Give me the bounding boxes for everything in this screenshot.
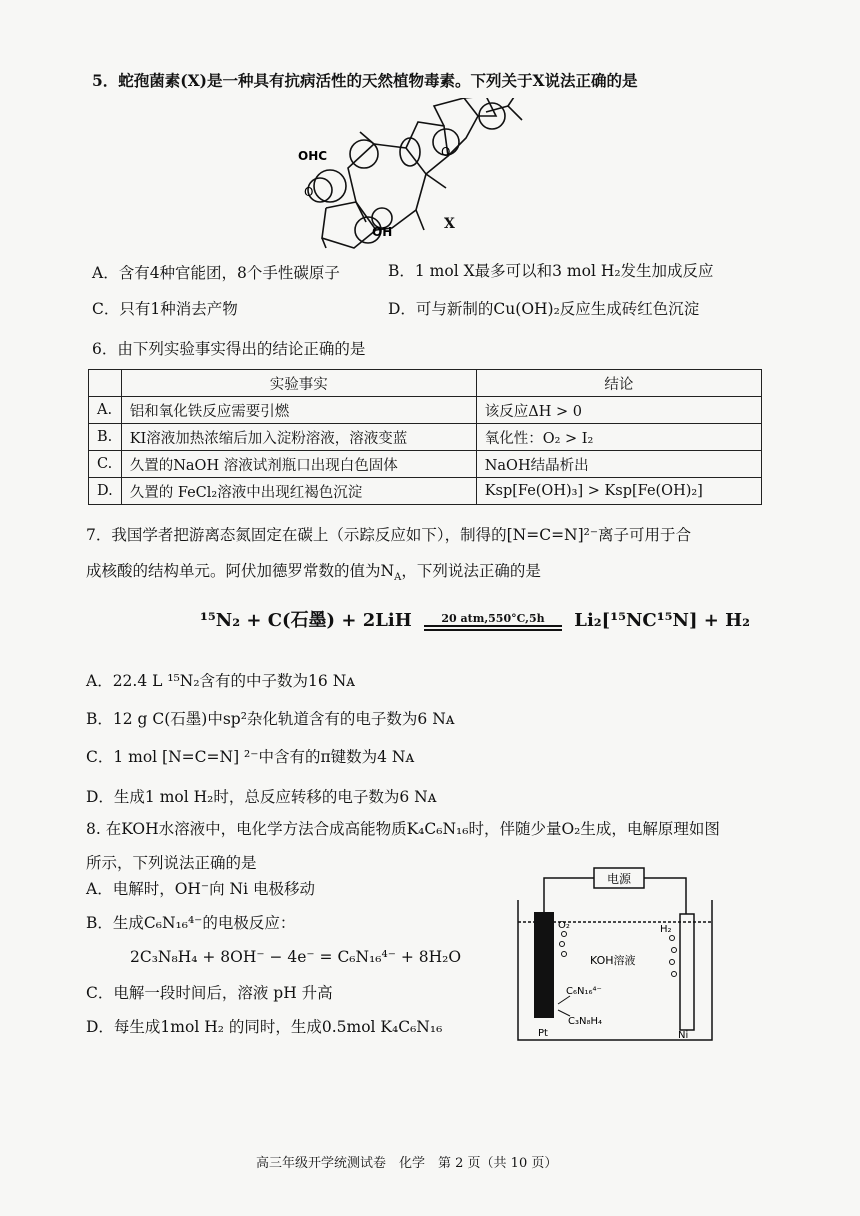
row-fact: 久置的 FeCl₂溶液中出现红褐色沉淀 <box>121 478 476 505</box>
ring-o-label: O <box>441 145 451 159</box>
h2-label: H₂ <box>660 924 672 935</box>
q5-option-c: C．只有1种消去产物 <box>92 300 238 318</box>
table-header-fact: 实验事实 <box>121 370 476 397</box>
table-header-row <box>89 370 762 397</box>
ketone-o-label: O <box>304 185 314 199</box>
q8-option-a: A．电解时，OH⁻向 Ni 电极移动 <box>86 880 315 898</box>
q7-stem2-text: 成核酸的结构单元。阿伏加德罗常数的值为N <box>86 562 395 580</box>
row-key: A. <box>89 397 122 424</box>
eq-equals-bar <box>424 625 562 631</box>
q8-option-b: B．生成C₆N₁₆⁴⁻的电极反应： <box>86 914 296 932</box>
pt-electrode <box>534 912 554 1018</box>
row-conclusion: 氧化性：O₂ > I₂ <box>476 424 761 451</box>
q7-stem-line2 <box>86 560 541 589</box>
row-fact: KI溶液加热浓缩后加入淀粉溶液，溶液变蓝 <box>121 424 476 451</box>
q5-structure-diagram <box>296 98 526 250</box>
q5-option-a: A．含有4种官能团，8个手性碳原子 <box>92 264 340 282</box>
q7-stem2-tail: ，下列说法正确的是 <box>401 562 541 580</box>
page-footer: 高三年级开学统测试卷 化学 第 2 页（共 10 页） <box>256 1156 558 1171</box>
q5-option-b: B．1 mol X最多可以和3 mol H₂发生加成反应 <box>388 262 714 280</box>
eq-right: Li₂[¹⁵NC¹⁵N] + H₂ <box>574 610 750 631</box>
q7-option-d: D．生成1 mol H₂时，总反应转移的电子数为6 Nᴀ <box>86 788 437 806</box>
q8-option-d: D．每生成1mol H₂ 的同时，生成0.5mol K₄C₆N₁₆ <box>86 1018 443 1036</box>
q6-stem: 6．由下列实验事实得出的结论正确的是 <box>92 340 366 358</box>
q8-stem-line1: 8. 在KOH水溶液中，电化学方法合成高能物质K₄C₆N₁₆时，伴随少量O₂生成，电解原理如图 <box>86 820 720 838</box>
oh-label: OH <box>372 225 393 239</box>
row-key: D. <box>89 478 122 505</box>
row-conclusion: 该反应ΔH > 0 <box>476 397 761 424</box>
ni-label: Ni <box>678 1030 689 1041</box>
row-key: C. <box>89 451 122 478</box>
electrolysis-diagram <box>514 864 720 1046</box>
koh-solution-label: KOH溶液 <box>590 954 636 967</box>
compound-x-label: X <box>444 216 455 232</box>
q8-stem-line2: 所示，下列说法正确的是 <box>86 854 257 872</box>
table-header-key <box>89 370 122 397</box>
table-row <box>89 478 762 505</box>
q8-option-c: C．电解一段时间后，溶液 pH 升高 <box>86 984 333 1002</box>
q5-option-d: D．可与新制的Cu(OH)₂反应生成砖红色沉淀 <box>388 300 700 318</box>
row-key: B. <box>89 424 122 451</box>
pt-label: Pt <box>538 1028 548 1039</box>
q5-stem: 5．蛇孢菌素(X)是一种具有抗病活性的天然植物毒素。下列关于X说法正确的是 <box>92 71 638 90</box>
eq-condition: 20 atm,550°C,5h <box>441 611 545 625</box>
q8-option-b-equation: 2C₃N₈H₄ + 8OH⁻ − 4e⁻ = C₆N₁₆⁴⁻ + 8H₂O <box>130 948 462 966</box>
q7-stem-line1: 7．我国学者把游离态氮固定在碳上（示踪反应如下），制得的[N=C=N]²⁻离子可用于合 <box>86 526 692 544</box>
table-row <box>89 424 762 451</box>
cho-label: OHC <box>298 149 328 163</box>
q7-option-b: B．12 g C(石墨)中sp²杂化轨道含有的电子数为6 Nᴀ <box>86 710 455 728</box>
q7-option-a: A．22.4 L ¹⁵N₂含有的中子数为16 Nᴀ <box>86 672 356 690</box>
row-fact: 铝和氧化铁反应需要引燃 <box>121 397 476 424</box>
reactant-label: C₃N₈H₄ <box>568 1016 603 1027</box>
table-header-conclusion: 结论 <box>476 370 761 397</box>
row-conclusion: NaOH结晶析出 <box>476 451 761 478</box>
o2-label: O₂ <box>558 920 570 931</box>
eq-arrow <box>424 612 562 631</box>
q6-facts-table <box>88 369 762 505</box>
q7-equation <box>200 606 750 632</box>
power-source-label: 电源 <box>606 872 632 886</box>
row-fact: 久置的NaOH 溶液试剂瓶口出现白色固体 <box>121 451 476 478</box>
eq-left: ¹⁵N₂ + C(石墨) + 2LiH <box>200 610 412 631</box>
q7-option-c: C．1 mol [N=C=N] ²⁻中含有的π键数为4 Nᴀ <box>86 748 415 766</box>
row-conclusion: Ksp[Fe(OH)₃] > Ksp[Fe(OH)₂] <box>476 478 761 505</box>
product-ion-label: C₆N₁₆⁴⁻ <box>566 986 602 997</box>
table-row <box>89 451 762 478</box>
q7-stem2-sub: A <box>394 572 402 584</box>
table-row <box>89 397 762 424</box>
